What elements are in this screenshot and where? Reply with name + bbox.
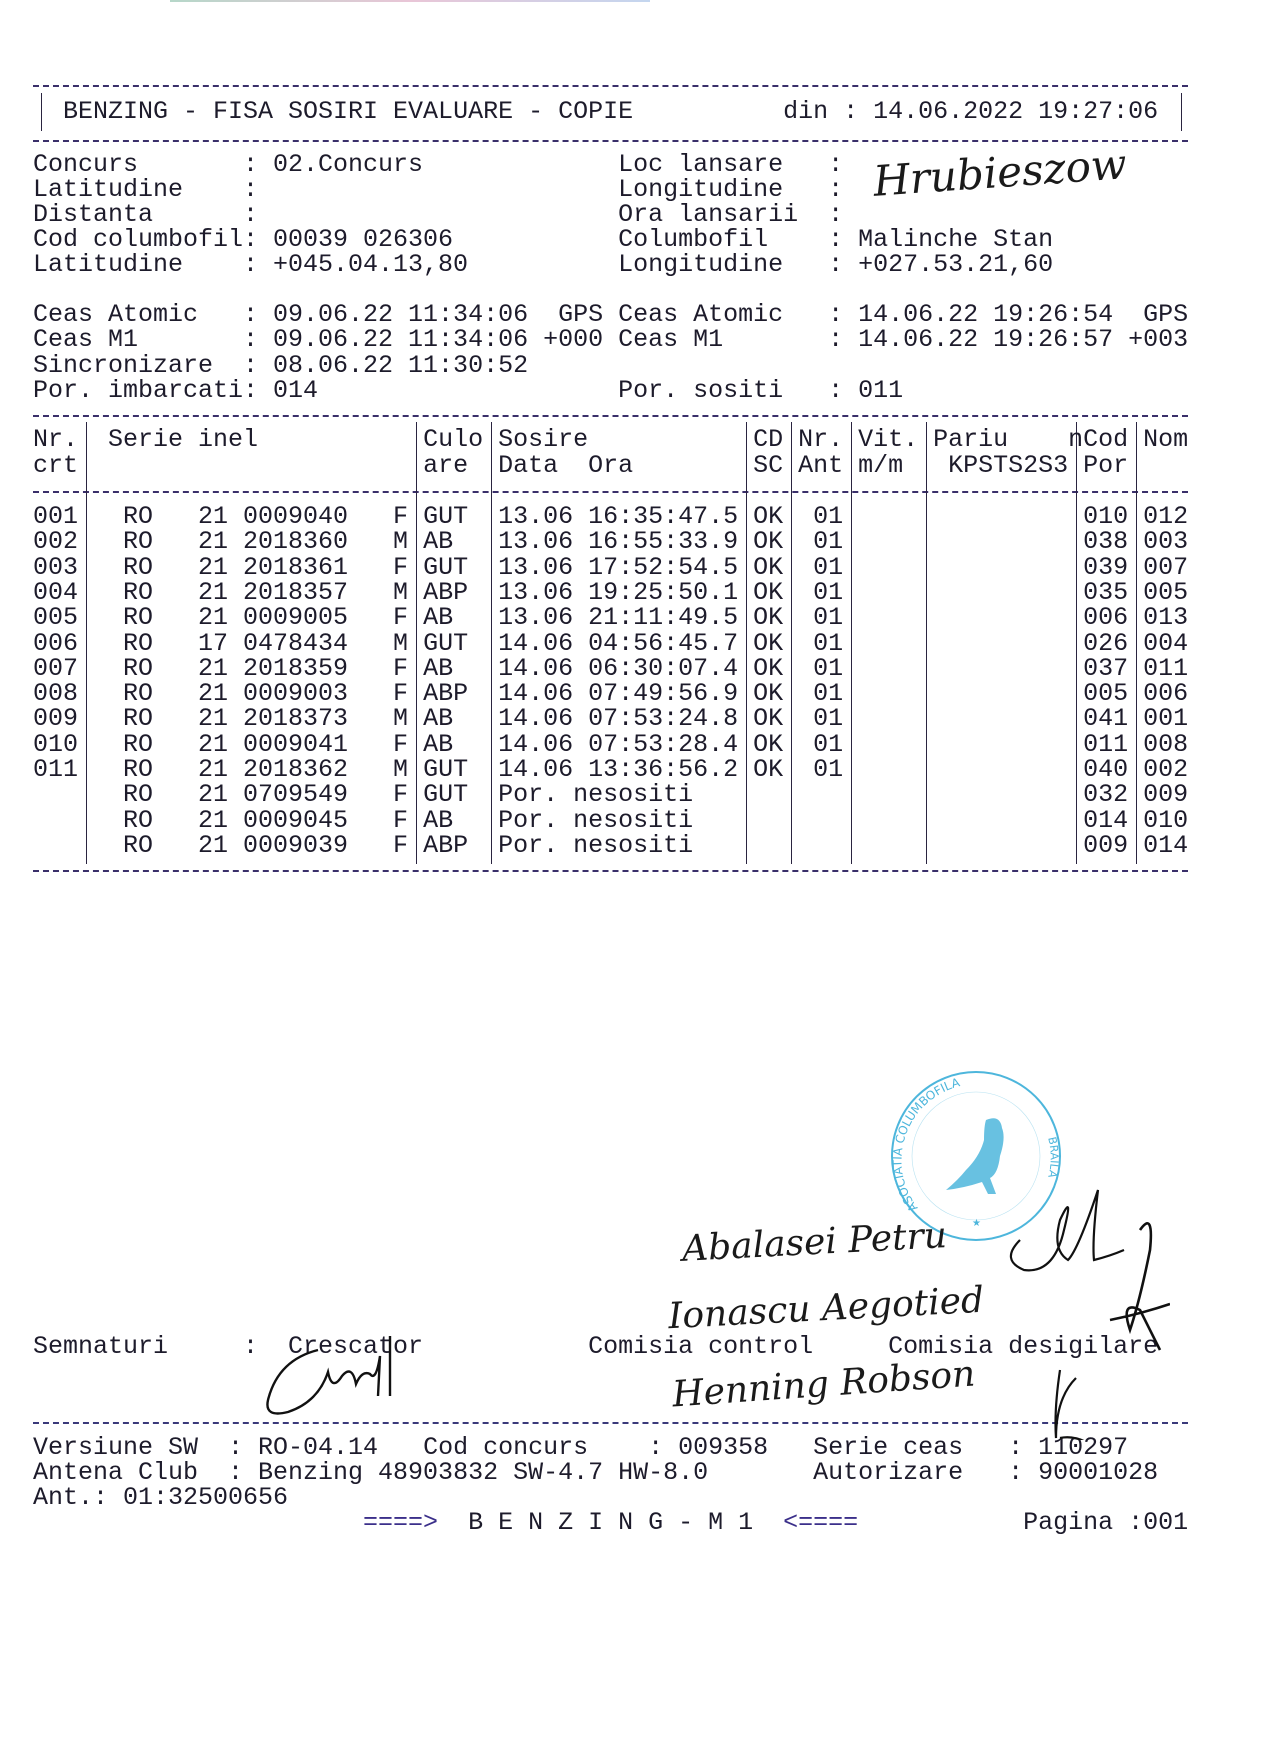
cell-inel: 0709549 (243, 780, 349, 810)
cell-cod: 005 (1083, 679, 1129, 709)
column-header-ant: Nr. (798, 425, 844, 454)
pigeon-icon (946, 1118, 1004, 1194)
cell-nom: 008 (1143, 729, 1189, 759)
info-label: Distanta (33, 200, 154, 229)
cell-culoare: GUT (423, 552, 469, 582)
cell-culoare: GUT (423, 755, 469, 784)
divider (41, 93, 42, 131)
column-header-nr: crt (33, 451, 79, 480)
stamp-text-top: ASOCIATIA COLUMBOFILA (890, 1075, 962, 1215)
cell-an: 21 (198, 780, 229, 810)
antenna-value: Benzing 48903832 SW-4.7 HW-8.0 (258, 1458, 709, 1487)
cell-nr: 003 (33, 552, 79, 582)
cell-nr: 007 (33, 653, 79, 683)
cell-tara: RO (123, 805, 154, 835)
cell-sex: M (393, 755, 409, 784)
cell-sosire: 14.06 06:30:07.4 (498, 653, 739, 683)
cell-culoare: AB (423, 805, 454, 835)
clock-value: 14.06.22 19:26:57 (858, 325, 1114, 354)
clock-suffix: GPS (558, 300, 604, 329)
cell-culoare: GUT (423, 628, 469, 658)
cell-tara: RO (123, 552, 154, 582)
cell-nom: 013 (1143, 603, 1189, 633)
cell-nom: 006 (1143, 679, 1189, 709)
cell-culoare: AB (423, 527, 454, 557)
document-date: din : 14.06.2022 19:27:06 (783, 97, 1159, 126)
clock-suffix (1128, 378, 1188, 403)
colon: : (243, 325, 259, 354)
table-row (33, 653, 1189, 683)
cell-sex: F (393, 729, 409, 759)
cell-nom: 009 (1143, 780, 1189, 810)
cell-ant: 01 (813, 527, 844, 557)
cell-nr: 010 (33, 729, 79, 759)
arrow-right: <==== (783, 1508, 859, 1537)
cell-cd: OK (753, 502, 784, 531)
colon: : (243, 376, 259, 405)
cell-sosire: 14.06 07:53:24.8 (498, 704, 739, 734)
cell-cd: OK (753, 755, 784, 784)
cell-nom: 011 (1143, 653, 1189, 683)
info-label: Latitudine (33, 175, 184, 204)
table-row (33, 603, 1189, 633)
colon: : (828, 150, 844, 179)
cell-cd: OK (753, 704, 784, 734)
cell-cod: 039 (1083, 552, 1129, 582)
cell-sosire: Por. nesositi (498, 830, 694, 860)
star-icon: ★ (972, 1218, 981, 1229)
colon: : (828, 325, 844, 354)
colon: : (228, 1458, 244, 1487)
cell-tara: RO (123, 830, 154, 860)
race-code-value: 009358 (678, 1433, 769, 1462)
info-label: Columbofil (618, 225, 769, 254)
sw-version-value: RO-04.14 (258, 1433, 379, 1462)
column-header-pariu: KPSTS2S3 (933, 451, 1069, 480)
column-header-sosire: Sosire (498, 425, 589, 454)
colon: : (1008, 1433, 1024, 1462)
signature-control-label: Comisia control (588, 1332, 814, 1361)
antenna-label: Antena Club (33, 1458, 199, 1487)
cell-nr: 009 (33, 704, 79, 734)
info-label: Latitudine (33, 250, 184, 279)
table-row (33, 704, 1189, 734)
table-row (33, 805, 1189, 835)
cell-culoare: AB (423, 653, 454, 683)
column-header-vit: m/m (858, 451, 904, 480)
table-row (33, 729, 1189, 759)
cell-cd: OK (753, 527, 784, 557)
signatures-label: Semnaturi (33, 1332, 169, 1361)
table-row (33, 504, 1188, 529)
cell-culoare: GUT (423, 780, 469, 810)
colon: : (828, 250, 844, 279)
cell-nom: 007 (1143, 552, 1189, 582)
cell-inel: 0009005 (243, 603, 349, 633)
table-row (33, 552, 1189, 582)
cell-tara: RO (123, 704, 154, 734)
cell-sosire: 13.06 16:55:33.9 (498, 527, 739, 557)
colon: : (1008, 1458, 1024, 1487)
clock-value: 09.06.22 11:34:06 (273, 325, 529, 354)
cell-ant: 01 (813, 603, 844, 633)
cell-nr: 008 (33, 679, 79, 709)
cell-an: 21 (198, 653, 229, 683)
sw-version-label: Versiune SW (33, 1433, 199, 1462)
cell-ant: 01 (813, 502, 844, 531)
info-label: Longitudine (618, 250, 784, 279)
colon: : (828, 200, 844, 229)
column-header-ant: Ant (798, 451, 844, 480)
clock-label: Ceas M1 (618, 325, 724, 354)
cell-inel: 2018360 (243, 527, 349, 557)
signature-crescator-label: Crescator (288, 1332, 424, 1361)
cell-sex: M (393, 527, 409, 557)
antenna-id: Ant.: 01:32500656 (33, 1483, 289, 1512)
cell-nom: 002 (1143, 755, 1189, 784)
colon: : (828, 376, 844, 405)
info-value: 00039 026306 (273, 225, 454, 254)
cell-an: 21 (198, 603, 229, 633)
colon: : (243, 300, 259, 329)
cell-sex: F (393, 780, 409, 810)
cell-ant: 01 (813, 628, 844, 658)
colon: : (828, 300, 844, 329)
info-value: 02.Concurs (273, 150, 424, 179)
colon: : (243, 200, 259, 229)
cell-nr: 002 (33, 527, 79, 557)
table-bottom-border (33, 870, 1188, 872)
clock-suffix: GPS (1143, 300, 1189, 329)
cell-ant: 01 (813, 679, 844, 709)
cell-sosire: Por. nesositi (498, 780, 694, 810)
cell-cd: OK (753, 577, 784, 607)
cell-sosire: 14.06 07:49:56.9 (498, 679, 739, 709)
column-header-nr: Nr. (33, 425, 79, 454)
clock-value: 08.06.22 11:30:52 (273, 351, 529, 380)
cell-tara: RO (123, 577, 154, 607)
cell-an: 21 (198, 729, 229, 759)
cell-nr: 011 (33, 755, 79, 784)
clock-label: Ceas M1 (33, 325, 139, 354)
cell-sex: M (393, 628, 409, 658)
authorization-label: Autorizare (813, 1458, 964, 1487)
cell-culoare: AB (423, 603, 454, 633)
commission-signatures (1000, 1180, 1170, 1440)
cell-tara: RO (123, 527, 154, 557)
cell-culoare: AB (423, 704, 454, 734)
cell-an: 21 (198, 552, 229, 582)
cell-tara: RO (123, 755, 154, 784)
cell-sex: M (393, 577, 409, 607)
divider (33, 140, 1188, 142)
cell-an: 21 (198, 527, 229, 557)
cell-cod: 037 (1083, 653, 1129, 683)
race-code-label: Cod concurs (423, 1433, 589, 1462)
clock-label: Por. imbarcati (33, 376, 244, 405)
cell-cod: 009 (1083, 830, 1129, 860)
cell-inel: 2018357 (243, 577, 349, 607)
table-top-border (33, 415, 1188, 417)
cell-inel: 2018361 (243, 552, 349, 582)
clock-serial-label: Serie ceas (813, 1433, 964, 1462)
cell-tara: RO (123, 603, 154, 633)
cell-inel: 2018359 (243, 653, 349, 683)
cell-sosire: 13.06 19:25:50.1 (498, 577, 739, 607)
cell-cd: OK (753, 729, 784, 759)
table-row (33, 780, 1189, 810)
cell-nr: 001 (33, 502, 79, 531)
colon: : (648, 1433, 664, 1462)
table-row (33, 679, 1189, 709)
column-header-cd: SC (753, 451, 784, 480)
cell-tara: RO (123, 653, 154, 683)
info-value: Malinche Stan (858, 225, 1054, 254)
cell-sosire: 14.06 07:53:28.4 (498, 729, 739, 759)
cell-ant: 01 (813, 552, 844, 582)
cell-inel: 2018373 (243, 704, 349, 734)
signature-desigilare-label: Comisia desigilare (888, 1332, 1159, 1361)
table-row (33, 830, 1189, 860)
cell-sosire: 14.06 13:36:56.2 (498, 755, 739, 784)
cell-ant: 01 (813, 704, 844, 734)
cell-inel: 0009045 (243, 805, 349, 835)
cell-cd: OK (753, 653, 784, 683)
cell-cod: 041 (1083, 704, 1129, 734)
cell-sosire: 13.06 21:11:49.5 (498, 603, 739, 633)
table-header-border (33, 491, 1188, 493)
clock-suffix (543, 353, 603, 378)
cell-inel: 0009040 (243, 502, 349, 531)
colon: : (243, 175, 259, 204)
cell-inel: 0009003 (243, 679, 349, 709)
column-header-nom: Nom (1143, 425, 1189, 454)
column-header-serie: Serie inel (108, 425, 259, 454)
column-header-pariu: Pariu n (933, 425, 1084, 454)
clock-label: Sincronizare (33, 351, 214, 380)
column-header-cod: Cod (1083, 425, 1129, 454)
info-label: Ora lansarii (618, 200, 799, 229)
cell-cd: OK (753, 603, 784, 633)
cell-nom: 010 (1143, 805, 1189, 835)
info-value: +027.53.21,60 (858, 250, 1054, 279)
cell-sex: F (393, 552, 409, 582)
cell-tara: RO (123, 729, 154, 759)
colon: : (243, 225, 259, 254)
cell-culoare: ABP (423, 830, 469, 860)
cell-nom: 004 (1143, 628, 1189, 658)
cell-cod: 010 (1083, 502, 1129, 531)
cell-sex: F (393, 653, 409, 683)
cell-cod: 040 (1083, 755, 1129, 784)
cell-an: 21 (198, 704, 229, 734)
column-header-cod: Por (1083, 451, 1129, 480)
cell-cd: OK (753, 628, 784, 658)
column-header-cd: CD (753, 425, 784, 454)
cell-tara: RO (123, 679, 154, 709)
cell-tara: RO (123, 502, 154, 531)
cell-sex: F (393, 830, 409, 860)
cell-sosire: 14.06 04:56:45.7 (498, 628, 739, 658)
info-label: Concurs (33, 150, 139, 179)
clock-suffix (543, 378, 603, 403)
clock-label: Ceas Atomic (618, 300, 784, 329)
cell-an: 21 (198, 577, 229, 607)
cell-culoare: GUT (423, 502, 469, 531)
info-label: Longitudine (618, 175, 784, 204)
column-header-culoare: are (423, 451, 469, 480)
cell-sex: F (393, 502, 409, 531)
cell-inel: 0478434 (243, 628, 349, 658)
colon: : (243, 250, 259, 279)
cell-culoare: ABP (423, 679, 469, 709)
cell-ant: 01 (813, 729, 844, 759)
cell-cod: 035 (1083, 577, 1129, 607)
cell-cod: 011 (1083, 729, 1129, 759)
authorization-value: 90001028 (1038, 1458, 1159, 1487)
cell-nom: 005 (1143, 577, 1189, 607)
cell-nom: 012 (1143, 502, 1189, 531)
stamp-text-side: BRAILA (1045, 1135, 1061, 1180)
arrow-left: ====> (363, 1508, 439, 1537)
cell-cod: 032 (1083, 780, 1129, 810)
cell-an: 21 (198, 830, 229, 860)
cell-inel: 0009039 (243, 830, 349, 860)
clock-label: Ceas Atomic (33, 300, 199, 329)
cell-ant: 01 (813, 577, 844, 607)
cell-ant: 01 (813, 653, 844, 683)
table-row (33, 757, 1188, 782)
handwritten-signature-name: Henning Robson (670, 1353, 977, 1416)
cell-sex: F (393, 679, 409, 709)
document-title: BENZING - FISA SOSIRI EVALUARE - COPIE (63, 97, 634, 126)
cell-an: 21 (198, 679, 229, 709)
cell-nom: 001 (1143, 704, 1189, 734)
cell-tara: RO (123, 780, 154, 810)
cell-nom: 014 (1143, 830, 1189, 860)
colon: : (243, 351, 259, 380)
cell-sosire: Por. nesositi (498, 805, 694, 835)
table-row (33, 577, 1189, 607)
clock-value: 14.06.22 19:26:54 (858, 300, 1114, 329)
cell-inel: 2018362 (243, 755, 349, 784)
column-header-culoare: Culo (423, 425, 484, 454)
column-header-sosire: Data Ora (498, 451, 634, 480)
arrival-sheet (33, 0, 1193, 1754)
cell-sosire: 13.06 16:35:47.5 (498, 502, 739, 531)
divider (1181, 93, 1182, 131)
cell-nr: 005 (33, 603, 79, 633)
cell-nr: 006 (33, 628, 79, 658)
cell-an: 21 (198, 755, 229, 784)
cell-an: 21 (198, 502, 229, 531)
clock-suffix: +003 (1128, 325, 1189, 354)
cell-inel: 0009041 (243, 729, 349, 759)
cell-sex: F (393, 805, 409, 835)
cell-cod: 026 (1083, 628, 1129, 658)
cell-culoare: AB (423, 729, 454, 759)
colon: : (828, 175, 844, 204)
cell-cod: 006 (1083, 603, 1129, 633)
colon: : (228, 1433, 244, 1462)
column-header-vit: Vit. (858, 425, 919, 454)
clock-serial-value: 110297 (1038, 1433, 1129, 1462)
colon: : (243, 150, 259, 179)
cell-cd: OK (753, 552, 784, 582)
table-row (33, 527, 1189, 557)
colon: : (243, 1332, 259, 1361)
clock-label: Por. sositi (618, 376, 784, 405)
table-row (33, 628, 1189, 658)
cell-nr: 004 (33, 577, 79, 607)
clock-suffix: +000 (543, 325, 604, 354)
cell-cod: 038 (1083, 527, 1129, 557)
cell-tara: RO (123, 628, 154, 658)
cell-cod: 014 (1083, 805, 1129, 835)
info-label: Loc lansare (618, 150, 784, 179)
cell-an: 17 (198, 628, 229, 658)
clock-value: 011 (858, 376, 904, 405)
clock-value: 09.06.22 11:34:06 (273, 300, 529, 329)
clock-value: 014 (273, 376, 319, 405)
info-value: +045.04.13,80 (273, 250, 469, 279)
info-label: Cod columbofil (33, 225, 244, 254)
cell-sosire: 13.06 17:52:54.5 (498, 552, 739, 582)
cell-culoare: ABP (423, 577, 469, 607)
cell-ant: 01 (813, 755, 844, 784)
cell-sex: M (393, 704, 409, 734)
handwritten-signature-name: Abalasei Petru (681, 1215, 948, 1270)
brand-line: B E N Z I N G - M 1 (468, 1508, 754, 1537)
cell-sex: F (393, 603, 409, 633)
handwritten-signature-name: Ionascu Aegotied (667, 1279, 986, 1338)
cell-an: 21 (198, 805, 229, 835)
handwritten-location: Hrubieszow (871, 139, 1129, 206)
page-number: Pagina :001 (1023, 1508, 1189, 1537)
cell-cd: OK (753, 679, 784, 709)
cell-nom: 003 (1143, 527, 1189, 557)
colon: : (828, 225, 844, 254)
divider (33, 85, 1188, 87)
breeder-signature (258, 1330, 428, 1420)
